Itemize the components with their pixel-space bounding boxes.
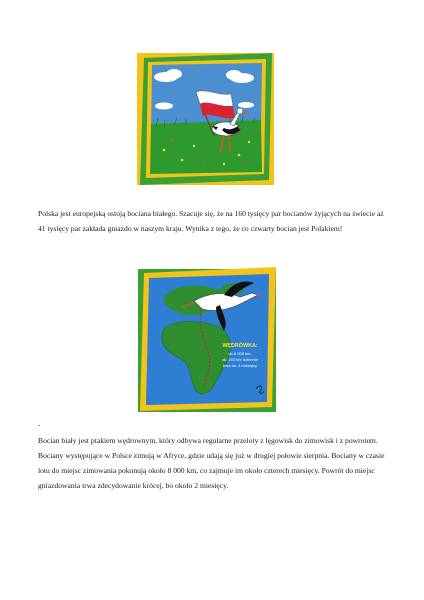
caption-line-1: do 8 000 km, xyxy=(228,351,252,356)
caption-line-2: ok. 200 km dziennie xyxy=(222,357,258,362)
paragraph-stork-migration: Bocian biały jest ptakiem wędrownym, który odbywa regularne przeloty z lęgowisk do zimowisk i z powrotem. Bociany występujące w Polsce zimują w Afryce, gdzie udają się już w drugiej połowie sierpnia. Bociany w czasie lotu do miejsc zimowania pokonują około 8 000 km, co zajmuje im około czterech miesięcy. Powrót do miejsc gniazdowania trwa zdecydowanie krócej, bo około 2 miesięcy. xyxy=(38,436,385,490)
separator-mark: - xyxy=(38,421,41,429)
migration-map-illustration xyxy=(136,265,278,414)
grass xyxy=(150,120,262,174)
caption-title: WĘDRÓWKA: xyxy=(222,343,258,349)
paragraph-stork-population: Polska jest europejską ostoją bociana białego. Szacuje się, że na 160 tysięcy par bocianów żyjących na świecie aż 41 tysięcy par zakłada gniazdo w naszym kraju. Wynika z tego, że co czwarty bocian jest Polakiem! xyxy=(38,209,384,233)
caption-line-3: trwa ok. 4 miesięcy xyxy=(222,363,258,368)
stork-flag-illustration xyxy=(134,50,277,188)
